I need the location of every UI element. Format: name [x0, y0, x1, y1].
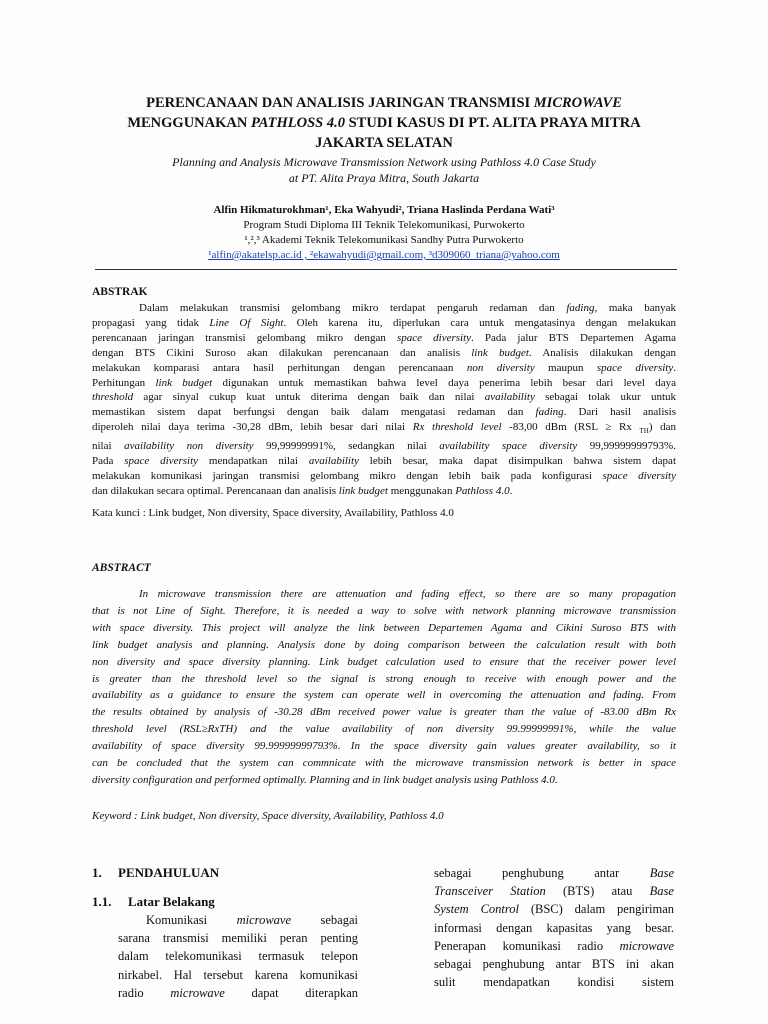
- body-line: sarana transmisi memiliki peran penting: [118, 931, 358, 946]
- abstract-line: availability of space diversity 99.99999999793%. In the space diversity gain values greater availability, so it: [92, 740, 676, 753]
- title-line-2: MENGGUNAKAN PATHLOSS 4.0 STUDI KASUS DI PT. ALITA PRAYA MITRA: [127, 115, 641, 131]
- abstract-line: is greater than the threshold level so the signal is strong enough to receive with enough power and the: [92, 672, 676, 685]
- affiliation-2: ¹,²,³ Akademi Teknik Telekomunikasi Sandhy Putra Purwokerto: [244, 234, 524, 246]
- abstrak-body: [92, 301, 676, 499]
- abstrak-line: melakukan komunikasi jaringan transmisi gelombang mikro dengan lebih baik pada konfigurasi space diversity: [92, 470, 676, 483]
- abstract-line: diversity configuration and performed optimally. Planning and in link budget analysis using Pathloss 4.0.: [92, 773, 558, 786]
- abstrak-line: Pada space diversity mendapatkan nilai availability lebih besar, maka dapat disimpulkan bahwa sistem dapat: [92, 455, 676, 468]
- body-line: Penerapan komunikasi radio microwave: [434, 938, 674, 953]
- paper-title: [60, 93, 708, 153]
- abstrak-heading: ABSTRAK: [92, 286, 148, 298]
- abstract-line: that is not Line of Sight. Therefore, it is needed a way to solve with network planning microwave transmission: [92, 604, 676, 617]
- abstrak-line: perencanaan jaringan transmisi gelombang mikro dengan space diversity. Pada jalur BTS Departemen Agama: [92, 331, 676, 344]
- abstract-line: threshold level (RSL≥RxTH) and the value availability of non diversity 99.99999991%, while the value: [92, 723, 676, 736]
- right-column-text: [434, 864, 674, 991]
- abstrak-line: Dalam melakukan transmisi gelombang mikro terdapat pengaruh redaman dan fading, maka banyak: [139, 302, 676, 314]
- abstrak-line: Perhitungan link budget digunakan untuk memastikan bahwa level daya penerima lebih besar dari level daya: [92, 376, 677, 389]
- abstrak-line: diperoleh nilai daya terima -30,28 dBm, lebih besar dari nilai Rx threshold level -83,00 dBm (RSL ≥ Rx $_{TH}$) dan: [92, 421, 677, 436]
- abstrak-line: dengan BTS Cikini Suroso akan dilakukan perencanaan dan analisis link budget. Analisis dilakukan dengan: [92, 346, 677, 359]
- body-line: Komunikasi microwave sebagai: [146, 913, 359, 927]
- abstrak-line: memastikan sistem dapat berfungsi dengan baik dalam mengatasi redaman dan fading. Dari hasil analisis: [92, 406, 676, 419]
- abstract-heading: ABSTRACT: [92, 562, 151, 574]
- body-line: System Control (BSC) dalam pengiriman: [434, 902, 674, 917]
- abstract-line: with space diversity. This project will analyze the link between Departemen Agama and Cikini Suroso BTS with: [92, 621, 676, 634]
- abstract-line: availability as a guidance to ensure the system can operate well in overcoming the attenuation and fading. From: [92, 689, 676, 702]
- abstract-body: [92, 586, 676, 789]
- abstrak-line: threshold agar sinyal cukup kuat untuk diterima dengan baik dan nilai availability sebagai tolak ukur untuk: [92, 391, 677, 404]
- abstract-line: non diversity and space diversity planning. Link budget calculation used to ensure that the receiver power level: [92, 655, 676, 668]
- paper-subtitle: Planning and Analysis Microwave Transmission Network using Pathloss 4.0 Case Study at PT. Alita Praya Mitra, South Jakarta: [172, 155, 596, 185]
- section-number: 1.: [92, 865, 102, 880]
- title-line-3: JAKARTA SELATAN: [315, 135, 453, 151]
- author-emails[interactable]: ¹alfin@akatelsp.ac.id , ²ekawahyudi@gmail.com, ³d309060_triana@yahoo.com: [208, 249, 560, 261]
- abstrak-line: melakukan komparasi antara hasil perhitungan dengan perencanaan non diversity maupun space diversity.: [92, 361, 676, 374]
- abstract-line: In microwave transmission there are attenuation and fading effect, so there are so many propagation: [139, 588, 676, 600]
- abstract-line: link budget analysis and planning. Analysis done by doing comparison between the calculation result with both: [92, 638, 676, 651]
- title-line-1: PERENCANAAN DAN ANALISIS JARINGAN TRANSMISI MICROWAVE: [146, 95, 622, 111]
- subsection-heading: Latar Belakang: [128, 894, 215, 909]
- subsection-number: 1.1.: [92, 894, 112, 909]
- body-line: sulit mendapatkan kondisi sistem: [434, 975, 674, 990]
- affiliation-1: Program Studi Diploma III Teknik Telekomunikasi, Purwokerto: [243, 219, 525, 231]
- author-names: Alfin Hikmaturokhman¹, Eka Wahyudi², Triana Haslinda Perdana Wati³: [213, 204, 555, 216]
- abstract-line: the results obtained by analysis of -30.28 dBm received power value is greater than the value of -83.00 dBm Rx: [92, 706, 676, 719]
- header-divider: [95, 269, 677, 270]
- author-block: [60, 203, 708, 263]
- body-line: sebagai penghubung antar BTS ini akan: [434, 957, 674, 972]
- body-line: sebagai penghubung antar Base: [434, 866, 674, 880]
- kata-kunci: Kata kunci : Link budget, Non diversity, Space diversity, Availability, Pathloss 4.0: [92, 507, 454, 519]
- body-line: dalam telekomunikasi termasuk telepon: [118, 949, 358, 964]
- abstrak-line: nilai availability non diversity 99,99999991%, sedangkan nilai availability space diversity 99,99999999793%.: [92, 440, 676, 453]
- keyword-line: Keyword : Link budget, Non diversity, Space diversity, Availability, Pathloss 4.0: [92, 810, 444, 822]
- abstrak-line: propagasi yang tidak Line Of Sight. Oleh karena itu, diperlukan cara untuk mengatasinya dengan melakukan: [92, 316, 676, 329]
- abstrak-line: dan dilakukan secara optimal. Perencanaan dan analisis link budget menggunakan Pathloss 4.0.: [92, 485, 513, 498]
- abstract-line: can be concluded that the system can commnicate with the microwave transmission network is better in space: [92, 757, 676, 770]
- body-line: radio microwave dapat diterapkan: [118, 985, 358, 1000]
- body-line: informasi dengan kapasitas yang besar.: [434, 920, 674, 935]
- left-column-text: [118, 911, 358, 1002]
- body-line: nirkabel. Hal tersebut karena komunikasi: [118, 967, 358, 982]
- section-heading: PENDAHULUAN: [118, 865, 220, 880]
- body-line: Transceiver Station (BTS) atau Base: [434, 884, 674, 899]
